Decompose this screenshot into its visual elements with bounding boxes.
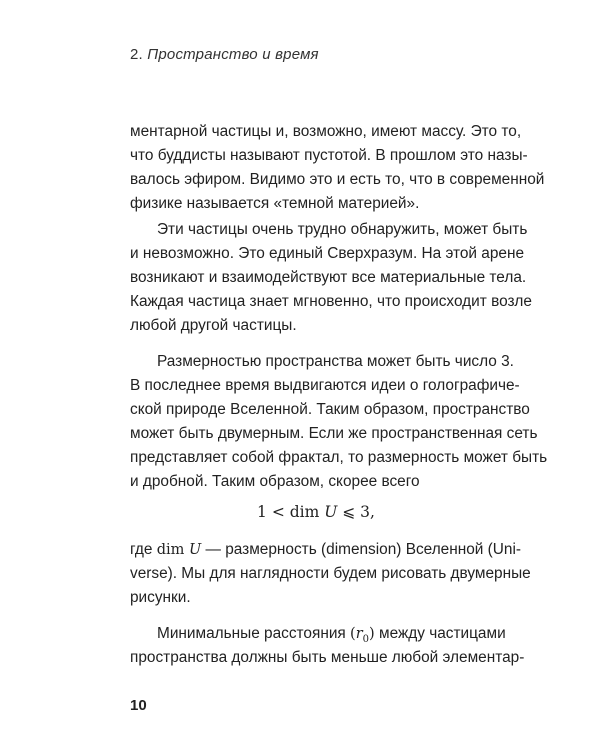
inline-math (350, 626, 375, 645)
text-line: В последнее время выдвигаются идеи о голографиче- (130, 377, 520, 394)
running-header (130, 46, 319, 63)
line-prefix: где (130, 541, 153, 558)
line-prefix: Минимальные расстояния (157, 625, 346, 642)
chapter-title: Пространство и время (147, 46, 319, 63)
math-subscript: 0 (362, 633, 370, 645)
formula-variable: U (324, 503, 338, 521)
formula-left: 1 < dim (257, 503, 320, 521)
math-variable: r (355, 626, 363, 642)
text-line: что буддисты называют пустотой. В прошлом это назы- (130, 147, 528, 164)
math-variable: U (189, 542, 202, 558)
text-line (130, 540, 522, 560)
line-rest: — размерность (dimension) Вселенной (Uni- (205, 541, 522, 558)
text-line: Эти частицы очень трудно обнаружить, может быть (157, 221, 528, 238)
text-line: ской природе Вселенной. Таким образом, пространство (130, 401, 530, 418)
text-line: возникают и взаимодействуют все материальные тела. (130, 269, 527, 286)
text-line: может быть двумерным. Если же пространственная сеть (130, 425, 538, 442)
math-paren-close: ) (369, 626, 375, 642)
text-line: рисунки. (130, 589, 191, 606)
text-line: Каждая частица знает мгновенно, что происходит возле (130, 293, 532, 310)
display-formula (130, 502, 502, 522)
text-line: verse). Мы для наглядности будем рисовать двумерные (130, 565, 531, 582)
text-line: физике называется «темной материей». (130, 195, 420, 212)
text-line: пространства должны быть меньше любой элементар- (130, 649, 525, 666)
text-line: любой другой частицы. (130, 317, 297, 334)
page-number: 10 (130, 697, 147, 714)
formula-right: ⩽ 3, (342, 503, 375, 521)
text-line: ментарной частицы и, возможно, имеют массу. Это то, (130, 123, 522, 140)
line-rest: между частицами (378, 625, 506, 642)
text-line: представляет собой фрактал, то размерность может быть (130, 449, 548, 466)
inline-math (157, 542, 202, 558)
text-line (157, 624, 506, 650)
text-line: валось эфиром. Видимо это и есть то, что в современной (130, 171, 545, 188)
chapter-number: 2. (130, 46, 143, 63)
text-line: Размерностью пространства может быть число 3. (157, 353, 514, 370)
math-paren-open: ( (350, 626, 356, 642)
text-line: и дробной. Таким образом, скорее всего (130, 473, 420, 490)
math-dim: dim (156, 542, 185, 558)
text-line: и невозможно. Это единый Сверхразум. На этой арене (130, 245, 525, 262)
